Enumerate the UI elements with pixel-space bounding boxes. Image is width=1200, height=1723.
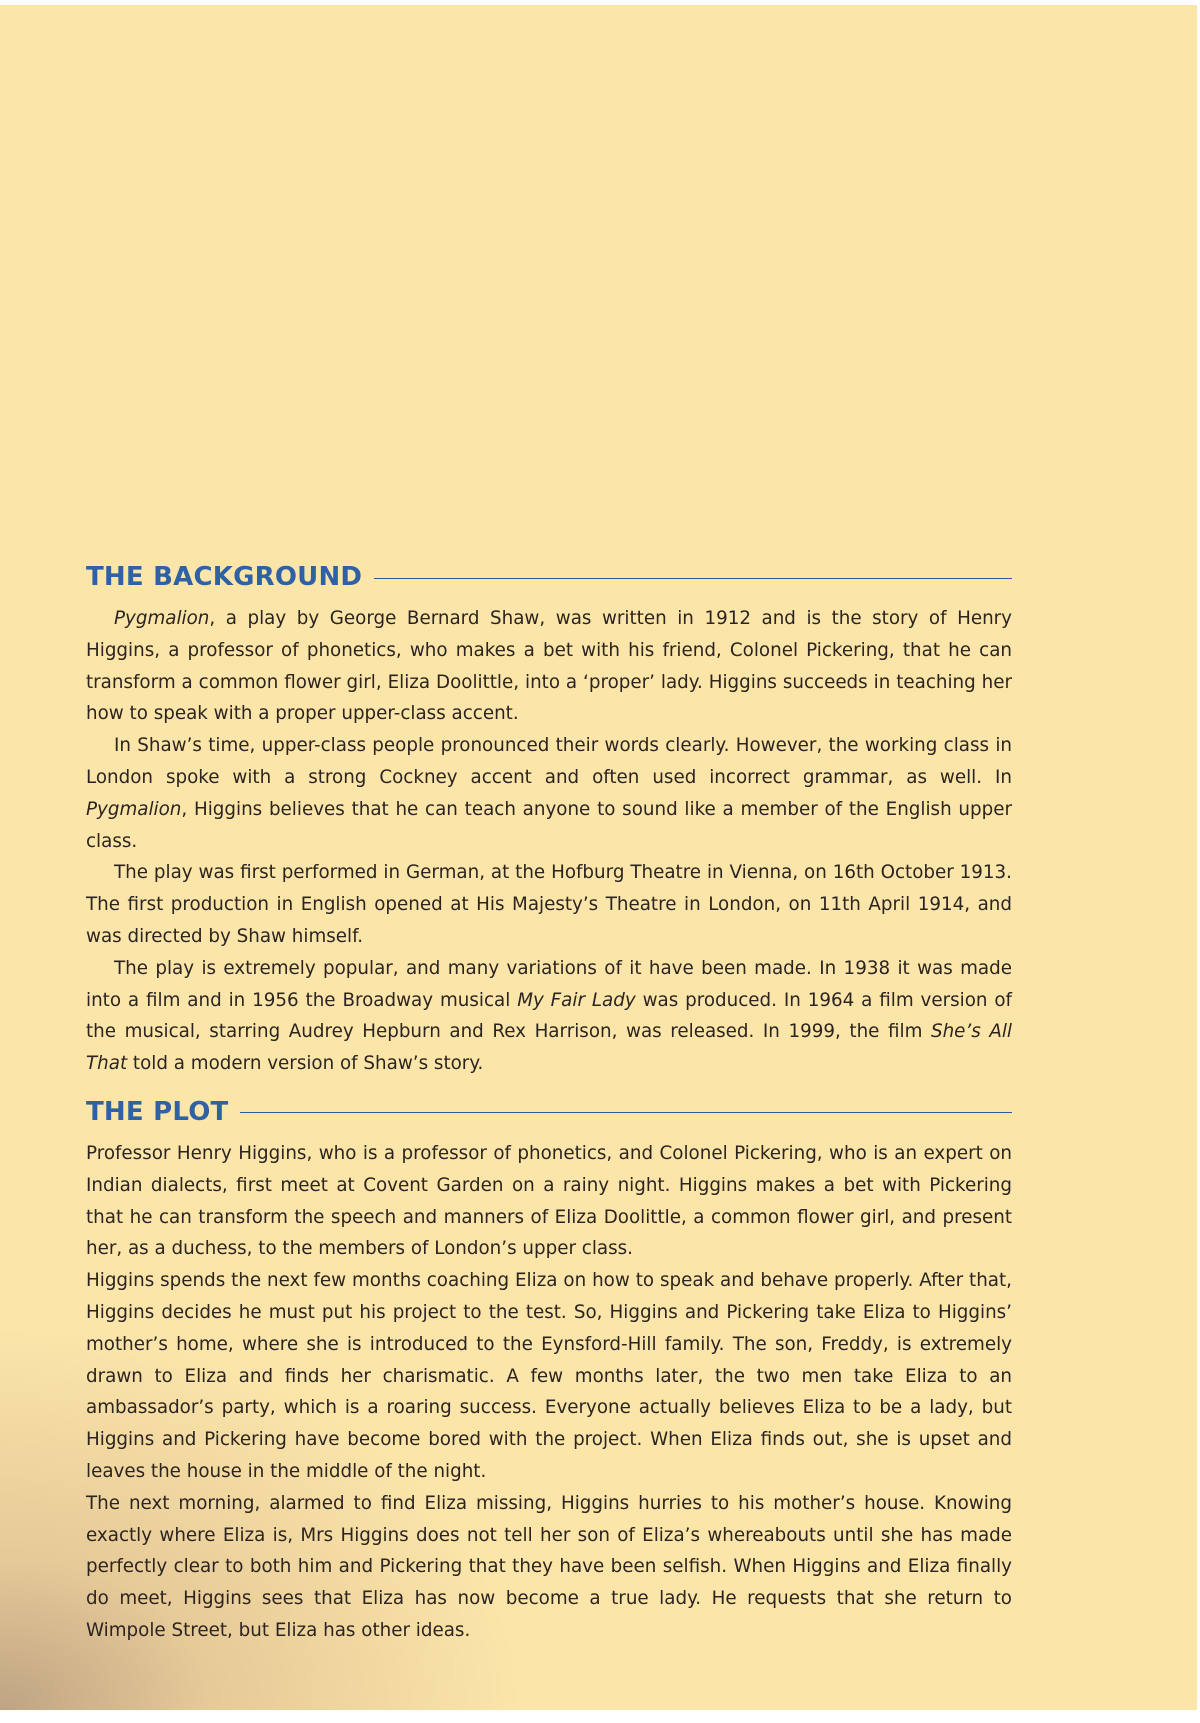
paragraph <box>86 857 1012 952</box>
italic-title-text: Pygmalion <box>86 798 182 820</box>
plot-section <box>86 1092 1012 1647</box>
paragraph <box>86 603 1012 730</box>
italic-title-text: She’s All That <box>86 1021 1012 1075</box>
background-heading: THE BACKGROUND <box>86 562 363 592</box>
paragraph-text: told a modern version of Shaw’s story. <box>127 1053 484 1075</box>
paragraph-text: In Shaw’s time, upper-class people pronounced their words clearly. However, the working class in London spoke with a strong Cockney accent and often used incorrect grammar, as well. In <box>86 735 1012 788</box>
paragraph-text: , a play by George Bernard Shaw, was written in 1912 and is the story of Henry Higgins, a professor of phonetics, who makes a bet with his friend, Colonel Pickering, that he can transform a common flower girl, Eliza Doolittle, into a ‘proper’ lady. Higgins succeeds in teaching her how to speak with a proper upper-class accent. <box>86 608 1012 725</box>
heading-rule <box>374 578 1012 579</box>
italic-title-text: Pygmalion <box>114 608 210 629</box>
paragraph <box>86 953 1012 1080</box>
paragraph-text: The play was first performed in German, at the Hofburg Theatre in Vienna, on 16th October 1913. The first production in English opened at His Majesty’s Theatre in London, on 11th April 1914, and was directed by Shaw himself. <box>86 862 1012 947</box>
paragraph-text: Higgins spends the next few months coaching Eliza on how to speak and behave properly. After that, Higgins decides he must put his project to the test. So, Higgins and Pickering take Eliza to Higgins’ mother’s home, where she is introduced to the Eynsford-Hill family. The son, Freddy, is extremely drawn to Eliza and finds her charismatic. A few months later, the two men take Eliza to an ambassador’s party, which is a roaring success. Everyone actually believes Eliza to be a lady, but Higgins and Pickering have become bored with the project. When Eliza finds out, she is upset and leaves the house in the middle of the night. <box>86 1270 1012 1482</box>
heading-rule <box>240 1112 1012 1113</box>
background-body <box>86 603 1012 1080</box>
paragraph-text: was produced. In 1964 a film version of the musical, starring Audrey Hepburn and Rex Harrison, was released. In 1999, the film <box>86 989 1012 1043</box>
plot-heading-row <box>86 1092 1012 1132</box>
page-content <box>86 557 1012 1647</box>
paragraph <box>86 1138 1012 1265</box>
document-page <box>0 5 1197 1710</box>
paragraph-text: Professor Henry Higgins, who is a professor of phonetics, and Colonel Pickering, who is an expert on Indian dialects, first meet at Covent Garden on a rainy night. Higgins makes a bet with Pickering that he can transform the speech and manners of Eliza Doolittle, a common flower girl, and present her, as a duchess, to the members of London’s upper class. <box>86 1142 1012 1260</box>
background-section <box>86 557 1012 1080</box>
background-heading-row <box>86 557 1012 597</box>
paragraph <box>86 1488 1012 1647</box>
paragraph <box>86 730 1012 857</box>
paragraph-text: The play is extremely popular, and many variations of it have been made. In 1938 it was made into a film and in 1956 the Broadway musical <box>86 957 1012 1011</box>
plot-body <box>86 1138 1012 1647</box>
italic-title-text: My Fair Lady <box>517 989 636 1011</box>
paragraph-text: , Higgins believes that he can teach anyone to sound like a member of the English upper class. <box>86 798 1012 852</box>
paragraph-text: The next morning, alarmed to find Eliza missing, Higgins hurries to his mother’s house. Knowing exactly where Eliza is, Mrs Higgins does not tell her son of Eliza’s whereabouts until she has made perfectly clear to both him and Pickering that they have been selfish. When Higgins and Eliza finally do meet, Higgins sees that Eliza has now become a true lady. He requests that she return to Wimpole Street, but Eliza has other ideas. <box>86 1492 1012 1641</box>
paragraph <box>86 1265 1012 1488</box>
plot-heading: THE PLOT <box>86 1096 229 1127</box>
